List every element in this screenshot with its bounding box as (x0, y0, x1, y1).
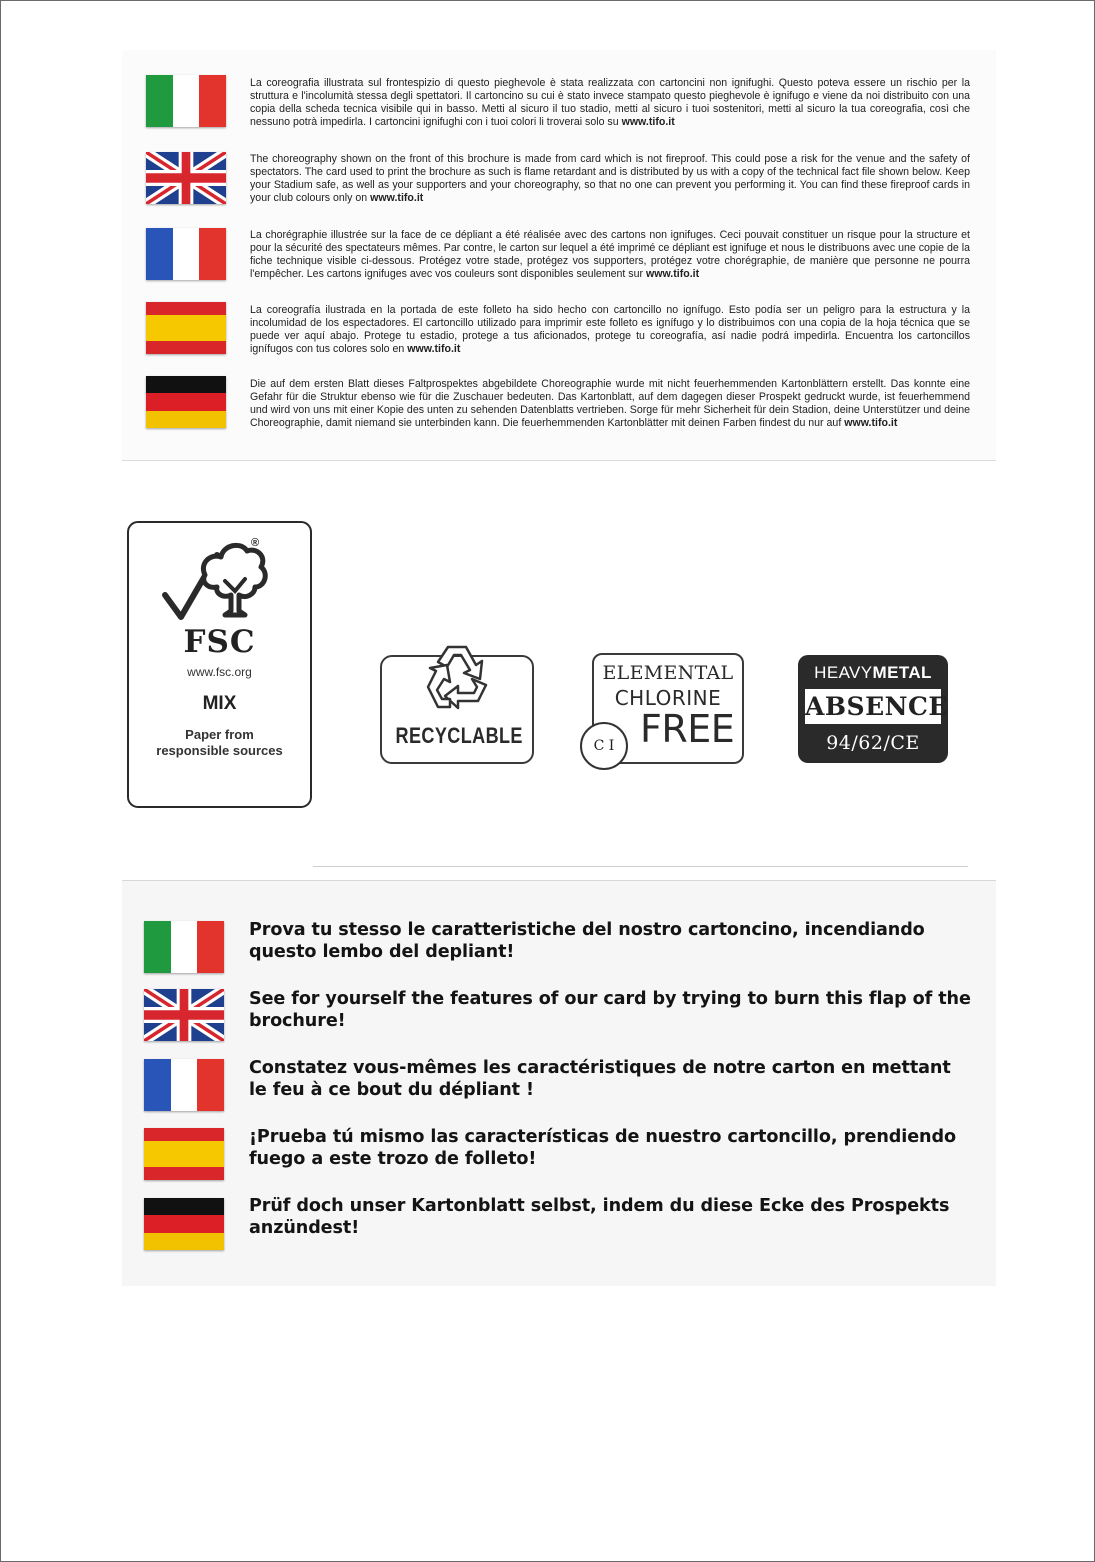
spain-flag-icon (146, 302, 226, 354)
notice-paragraph-de (250, 378, 970, 430)
recyclable-label: RECYCLABLE (395, 723, 523, 748)
tifo-link-es[interactable]: www.tifo.it (407, 342, 461, 355)
tifo-link-fr[interactable]: www.tifo.it (645, 267, 700, 280)
ecf-line-2: CHLORINE (614, 686, 722, 710)
recycle-arrows-icon (420, 641, 494, 721)
section-divider (313, 866, 968, 867)
ecf-line-3: FREE (640, 707, 735, 751)
fsc-title: FSC (183, 624, 256, 660)
france-flag-icon (146, 228, 226, 280)
notice-paragraph-en (250, 153, 970, 205)
fsc-description-line-1: Paper from (185, 727, 254, 742)
germany-flag-icon (144, 1198, 224, 1250)
notice-paragraph-it (250, 77, 970, 129)
notice-text-fr: La chorégraphie illustrée sur la face de ce dépliant a été réalisée avec des cartons non ignifuges. Ceci pouvait constituer un risque pour la structure et pour la sécurité des spectateurs mêmes. Par contre, le carton sur lequel a été imprimé ce dépliant est ignifuge et nous le distribuons avec une copie de la fiche technique visible ci-dessous. Protégez votre stade, protégez vos supporters, protégez votre chorégraphie, de manière que personne ne pourra l'empêcher. Les cartons ignifuges avec vos couleurs sont disponibles seulement sur (250, 229, 970, 280)
burn-test-text-it: Prova tu stesso le caratteristiche del nostro cartoncino, incendiando questo lembo del depliant! (249, 920, 925, 962)
notice-text-it: La coreografia illustrata sul frontespizio di questo pieghevole è stata realizzata con cartoncini non ignifughi. Questo poteva essere un rischio per la struttura e l'incolumità stessa degli spettatori. Il cartoncino su cui è stato invece stampato questo pieghevole è ignifugo e viene da noi distribuito con una copia della scheda tecnica visibile qui in basso. Metti al sicuro il tuo stadio, metti al sicuro i tuoi sostenitori, metti al sicuro la tua coreografia, così che nessuno potrà impedirla. I cartoncini ignifughi con i tuoi colori li troverai solo su (250, 77, 970, 128)
hm-metal-text: METAL (872, 663, 932, 682)
italy-flag-icon (146, 75, 226, 127)
notice-text-en: The choreography shown on the front of this brochure is made from card which is not fireproof. This could pose a risk for the venue and the safety of spectators. The card used to print the brochure as such is flame retardant and is distributed by us with a copy of the technical fact file shown below. Keep your Stadium safe, as well as your supporters and your choreography, so that no one can prevent you performing it. You can find these fireproof cards in your club colours only on (250, 153, 970, 204)
registered-mark: ® (251, 537, 260, 549)
ecf-ci-badge: C I (580, 722, 628, 770)
burn-test-text-fr: Constatez vous-mêmes les caractéristiques de notre carton en mettant le feu à ce bout du dépliant ! (249, 1058, 951, 1100)
uk-flag-icon (144, 989, 224, 1041)
hm-line-1 (798, 663, 948, 683)
france-flag-icon (144, 1059, 224, 1111)
fsc-description (133, 727, 306, 759)
heavy-metal-absence-logo (798, 655, 948, 763)
fsc-tree-checkmark-icon (159, 535, 279, 623)
tifo-link-it[interactable]: www.tifo.it (621, 115, 675, 128)
hm-directive-text: 94/62/CE (826, 732, 920, 754)
tifo-link-en[interactable]: www.tifo.it (370, 191, 424, 204)
recyclable-logo (380, 655, 534, 764)
burn-test-text-en: See for yourself the features of our card by trying to burn this flap of the brochure! (249, 989, 971, 1031)
notice-text-de: Die auf dem ersten Blatt dieses Faltprospektes abgebildete Choreographie wurde mit nicht feuerhemmenden Kartonblättern erstellt. Das konnte eine Gefahr für die Struktur ebenso wie für die Zuschauer bedeuten. Das Kartonblatt, auf dem dagegen dieser Prospekt gedruckt wurde, ist feuerhemmend und wird von uns mit einer Kopie des unten zu sehenden Datenblatts vertrieben. Sorge für mehr Sicherheit für dein Stadion, deine Unterstützer und deine Choreographie, damit niemand sie unterbinden kann. Die feuerhemmenden Kartonblätter mit deinen Farben findest du nur auf (250, 378, 970, 429)
burn-test-text-de: Prüf doch unser Kartonblatt selbst, indem du diese Ecke des Prospekts anzündest! (249, 1196, 950, 1238)
ecf-line-1: ELEMENTAL (602, 662, 734, 684)
fsc-certification-logo (127, 521, 312, 808)
tifo-link-de[interactable]: www.tifo.it (844, 416, 898, 429)
notice-paragraph-fr (250, 229, 970, 281)
spain-flag-icon (144, 1128, 224, 1180)
notice-text-es: La coreografía ilustrada en la portada de este folleto ha sido hecho con cartoncillo no ignífugo. Esto podía ser un peligro para la estructura y la incolumidad de los espectadores. El cartoncillo utilizado para imprimir este folleto es ignífugo y lo distribuimos con una copia de la hoja técnica que se puede ver aquí abajo. Protege tu estadio, protege a tus aficionados, protege tu coreografía, así nadie podrá impedirla. Encuentra los cartoncillos ignífugos con tus colores solo en (250, 304, 970, 355)
italy-flag-icon (144, 921, 224, 973)
fsc-description-line-2: responsible sources (156, 743, 283, 758)
fsc-url: www.fsc.org (187, 665, 252, 679)
hm-heavy-text: HEAVY (814, 663, 873, 682)
fsc-mix-label: MIX (202, 693, 237, 714)
germany-flag-icon (146, 376, 226, 428)
notice-paragraph-es (250, 304, 970, 356)
uk-flag-icon (146, 152, 226, 204)
burn-test-text-es: ¡Prueba tú mismo las características de nuestro cartoncillo, prendiendo fuego a este trozo de folleto! (249, 1127, 956, 1169)
hm-absence-text: ABSENCE (805, 689, 941, 724)
